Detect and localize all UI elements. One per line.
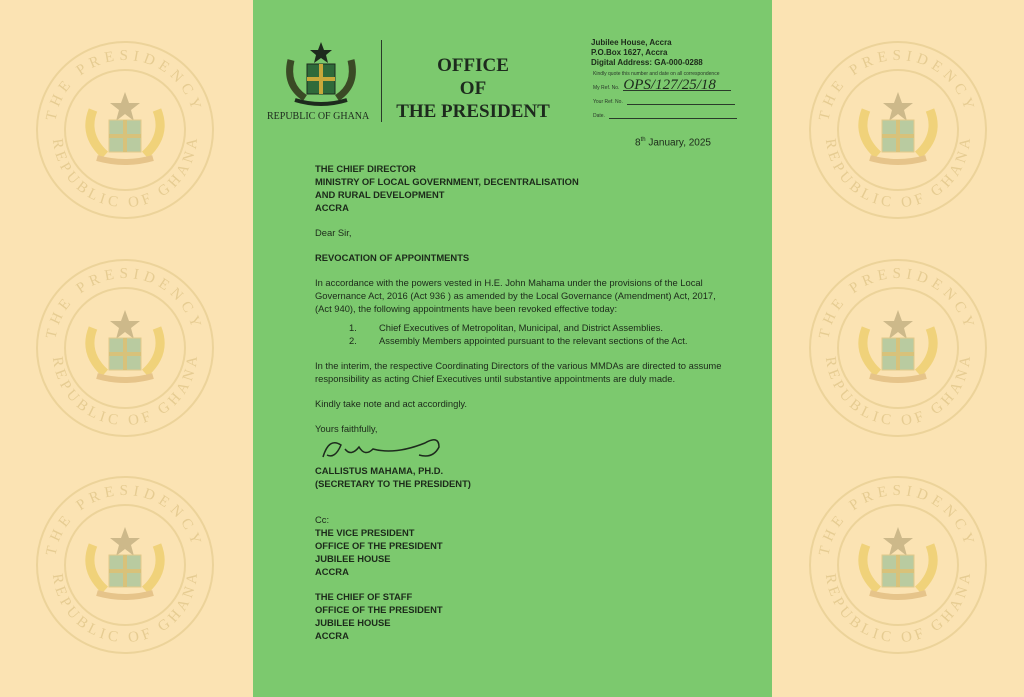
header-divider: [381, 40, 382, 122]
svg-text:THE PRESIDENCY: THE PRESIDENCY: [816, 265, 979, 341]
address-line: Digital Address: GA-000-0288: [591, 58, 703, 67]
paragraph: In the interim, the respective Coordinating Directors of the various MMDAs are directed to assume responsibility as acting Chief Executives until substantive appointments are duly made.: [315, 360, 722, 384]
svg-text:THE PRESIDENCY: THE PRESIDENCY: [816, 482, 979, 558]
svg-text:REPUBLIC OF GHANA: REPUBLIC OF GHANA: [48, 351, 202, 430]
address-line: P.O.Box 1627, Accra: [591, 48, 668, 57]
svg-text:REPUBLIC OF GHANA: REPUBLIC OF GHANA: [48, 133, 202, 212]
svg-text:THE PRESIDENCY: THE PRESIDENCY: [43, 265, 206, 341]
list-item: 2. Assembly Members appointed pursuant to the relevant sections of the Act.: [349, 335, 688, 346]
your-ref-line: [627, 94, 735, 105]
office-title: [391, 54, 555, 123]
republic-of-ghana-label: REPUBLIC OF GHANA: [267, 111, 370, 122]
my-ref-value: OPS/127/25/18: [623, 80, 731, 91]
signature: [315, 435, 455, 461]
salutation: Dear Sir,: [315, 227, 352, 238]
date-line: [609, 108, 737, 119]
presidency-seal-watermark: [35, 475, 215, 655]
cc-recipient: THE VICE PRESIDENT OFFICE OF THE PRESIDENT JUBILEE HOUSE ACCRA: [315, 527, 443, 577]
address-block: [591, 38, 703, 68]
presidency-seal-watermark: [35, 40, 215, 220]
presidency-seal-watermark: [808, 258, 988, 438]
list-item: 1. Chief Executives of Metropolitan, Municipal, and District Assemblies.: [349, 322, 663, 333]
presidency-seal-watermark: [35, 258, 215, 438]
svg-text:THE PRESIDENCY: THE PRESIDENCY: [43, 47, 206, 123]
office-line1: OFFICE: [437, 55, 509, 76]
letter-date: 8th January, 2025: [635, 137, 711, 149]
paragraph: In accordance with the powers vested in H.E. John Mahama under the provisions of the Local Governance Act, 2016 (Act 936 ) as amended by the Local Governance (Amendment) Act, 2017, (Act 940), the following appointments have been revoked effective today:: [315, 277, 716, 314]
presidency-seal-watermark: [808, 475, 988, 655]
subject-line: REVOCATION OF APPOINTMENTS: [315, 252, 470, 263]
letter-body: [315, 162, 735, 642]
your-ref-label: Your Ref. No.: [593, 99, 623, 105]
ghana-coat-of-arms-icon: [281, 40, 361, 110]
my-ref-label: My Ref. No.: [593, 85, 620, 91]
svg-text:REPUBLIC OF GHANA: REPUBLIC OF GHANA: [821, 351, 975, 430]
office-line2: OF: [459, 78, 487, 99]
svg-text:THE PRESIDENCY: THE PRESIDENCY: [43, 482, 206, 558]
letter-page: [253, 0, 772, 697]
cc-recipient: THE CHIEF OF STAFF OFFICE OF THE PRESIDENT JUBILEE HOUSE ACCRA: [315, 591, 443, 641]
presidency-seal-watermark: [808, 40, 988, 220]
date-label: Date.: [593, 113, 605, 119]
revoked-list: [315, 321, 735, 347]
office-line3: THE PRESIDENT: [396, 101, 550, 122]
svg-text:REPUBLIC OF GHANA: REPUBLIC OF GHANA: [821, 133, 975, 212]
svg-text:REPUBLIC OF GHANA: REPUBLIC OF GHANA: [821, 568, 975, 647]
signer-title: (SECRETARY TO THE PRESIDENT): [315, 478, 471, 489]
closing: Yours faithfully,: [315, 423, 378, 434]
cc-label: Cc:: [315, 514, 330, 525]
recipient-block: THE CHIEF DIRECTOR MINISTRY OF LOCAL GOVERNMENT, DECENTRALISATION AND RURAL DEVELOPMENT ACCRA: [315, 163, 579, 213]
reference-block: [593, 71, 737, 119]
signer-name: CALLISTUS MAHAMA, PH.D.: [315, 465, 444, 476]
address-line: Jubilee House, Accra: [591, 38, 672, 47]
svg-text:REPUBLIC OF GHANA: REPUBLIC OF GHANA: [48, 568, 202, 647]
quote-note: Kindly quote this number and date on all correspondence: [593, 71, 720, 77]
paragraph: Kindly take note and act accordingly.: [315, 398, 467, 409]
svg-text:THE PRESIDENCY: THE PRESIDENCY: [816, 47, 979, 123]
